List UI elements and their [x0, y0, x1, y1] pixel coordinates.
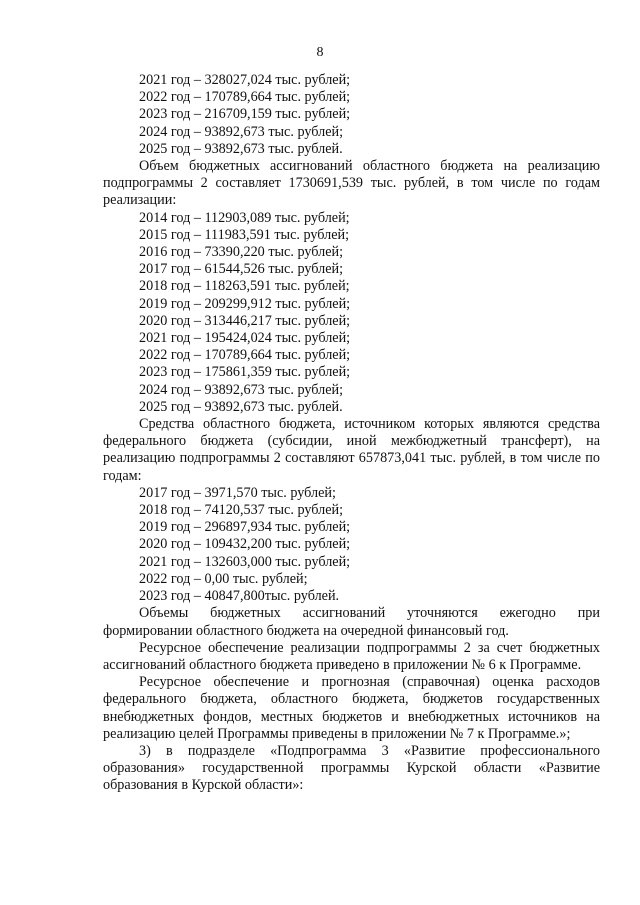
list-item: 2020 год – 313446,217 тыс. рублей;	[139, 312, 351, 329]
list-item: 2020 год – 109432,200 тыс. рублей;	[139, 536, 351, 553]
list-item: 2022 год – 170789,664 тыс. рублей;	[139, 347, 351, 364]
list-item: 2016 год – 73390,220 тыс. рублей;	[139, 244, 344, 261]
list-item: 2015 год – 111983,591 тыс. рублей;	[139, 226, 350, 243]
funding-by-year-list-1	[103, 72, 600, 158]
list-item: 2014 год – 112903,089 тыс. рублей;	[139, 209, 350, 226]
paragraph-federal-funds: Средства областного бюджета, источником которых являются средства федерального бюджета (субсидии, иной межбюджетный трансферт), на реализацию подпрограммы 2 составляют 657873,041 тыс. рублей, в том числе по годам:	[103, 416, 600, 484]
list-item: 2023 год – 175861,359 тыс. рублей;	[139, 364, 351, 381]
list-item: 2018 год – 118263,591 тыс. рублей;	[139, 278, 350, 295]
list-item: 2025 год – 93892,673 тыс. рублей.	[139, 140, 343, 157]
paragraph-subprogram2-volume: Объем бюджетных ассигнований областного бюджета на реализацию подпрограммы 2 составляет 1730691,539 тыс. рублей, в том числе по годам реализации:	[103, 158, 600, 209]
paragraph-resource-forecast: Ресурсное обеспечение и прогнозная (справочная) оценка расходов федерального бюджета, областного бюджета, бюджетов государственных внебюджетных фондов, местных бюджетов и внебюджетных источников на реализацию целей Программы приведены в приложении № 7 к Программе.»;	[103, 674, 600, 742]
list-item: 2023 год – 216709,159 тыс. рублей;	[139, 106, 351, 123]
funding-by-year-list-3	[103, 485, 600, 605]
document-body	[103, 72, 600, 795]
list-item: 2021 год – 132603,000 тыс. рублей;	[139, 553, 351, 570]
list-item: 2021 год – 328027,024 тыс. рублей;	[139, 72, 351, 88]
list-item: 2022 год – 170789,664 тыс. рублей;	[139, 89, 351, 106]
paragraph-item-3: 3) в подразделе «Подпрограмма 3 «Развитие профессионального образования» государственной программы Курской области «Развитие образования в Курской области»:	[103, 742, 600, 794]
funding-by-year-list-2	[103, 210, 600, 416]
page-number: 8	[316, 45, 324, 60]
list-item: 2024 год – 93892,673 тыс. рублей;	[139, 123, 344, 140]
list-item: 2022 год – 0,00 тыс. рублей;	[139, 570, 308, 587]
list-item: 2018 год – 74120,537 тыс. рублей;	[139, 502, 344, 519]
paragraph-volumes-refined: Объемы бюджетных ассигнований уточняются ежегодно при формировании областного бюджета на очередной финансовый год.	[103, 605, 600, 639]
list-item: 2019 год – 296897,934 тыс. рублей;	[139, 519, 351, 536]
list-item: 2017 год – 3971,570 тыс. рублей;	[139, 484, 336, 501]
list-item: 2024 год – 93892,673 тыс. рублей;	[139, 381, 344, 398]
paragraph-resource-support: Ресурсное обеспечение реализации подпрограммы 2 за счет бюджетных ассигнований областного бюджета приведено в приложении № 6 к Программе.	[103, 639, 600, 673]
list-item: 2019 год – 209299,912 тыс. рублей;	[139, 295, 351, 312]
list-item: 2023 год – 40847,800тыс. рублей.	[139, 588, 340, 605]
list-item: 2021 год – 195424,024 тыс. рублей;	[139, 330, 351, 347]
list-item: 2025 год – 93892,673 тыс. рублей.	[139, 398, 343, 415]
list-item: 2017 год – 61544,526 тыс. рублей;	[139, 261, 344, 278]
